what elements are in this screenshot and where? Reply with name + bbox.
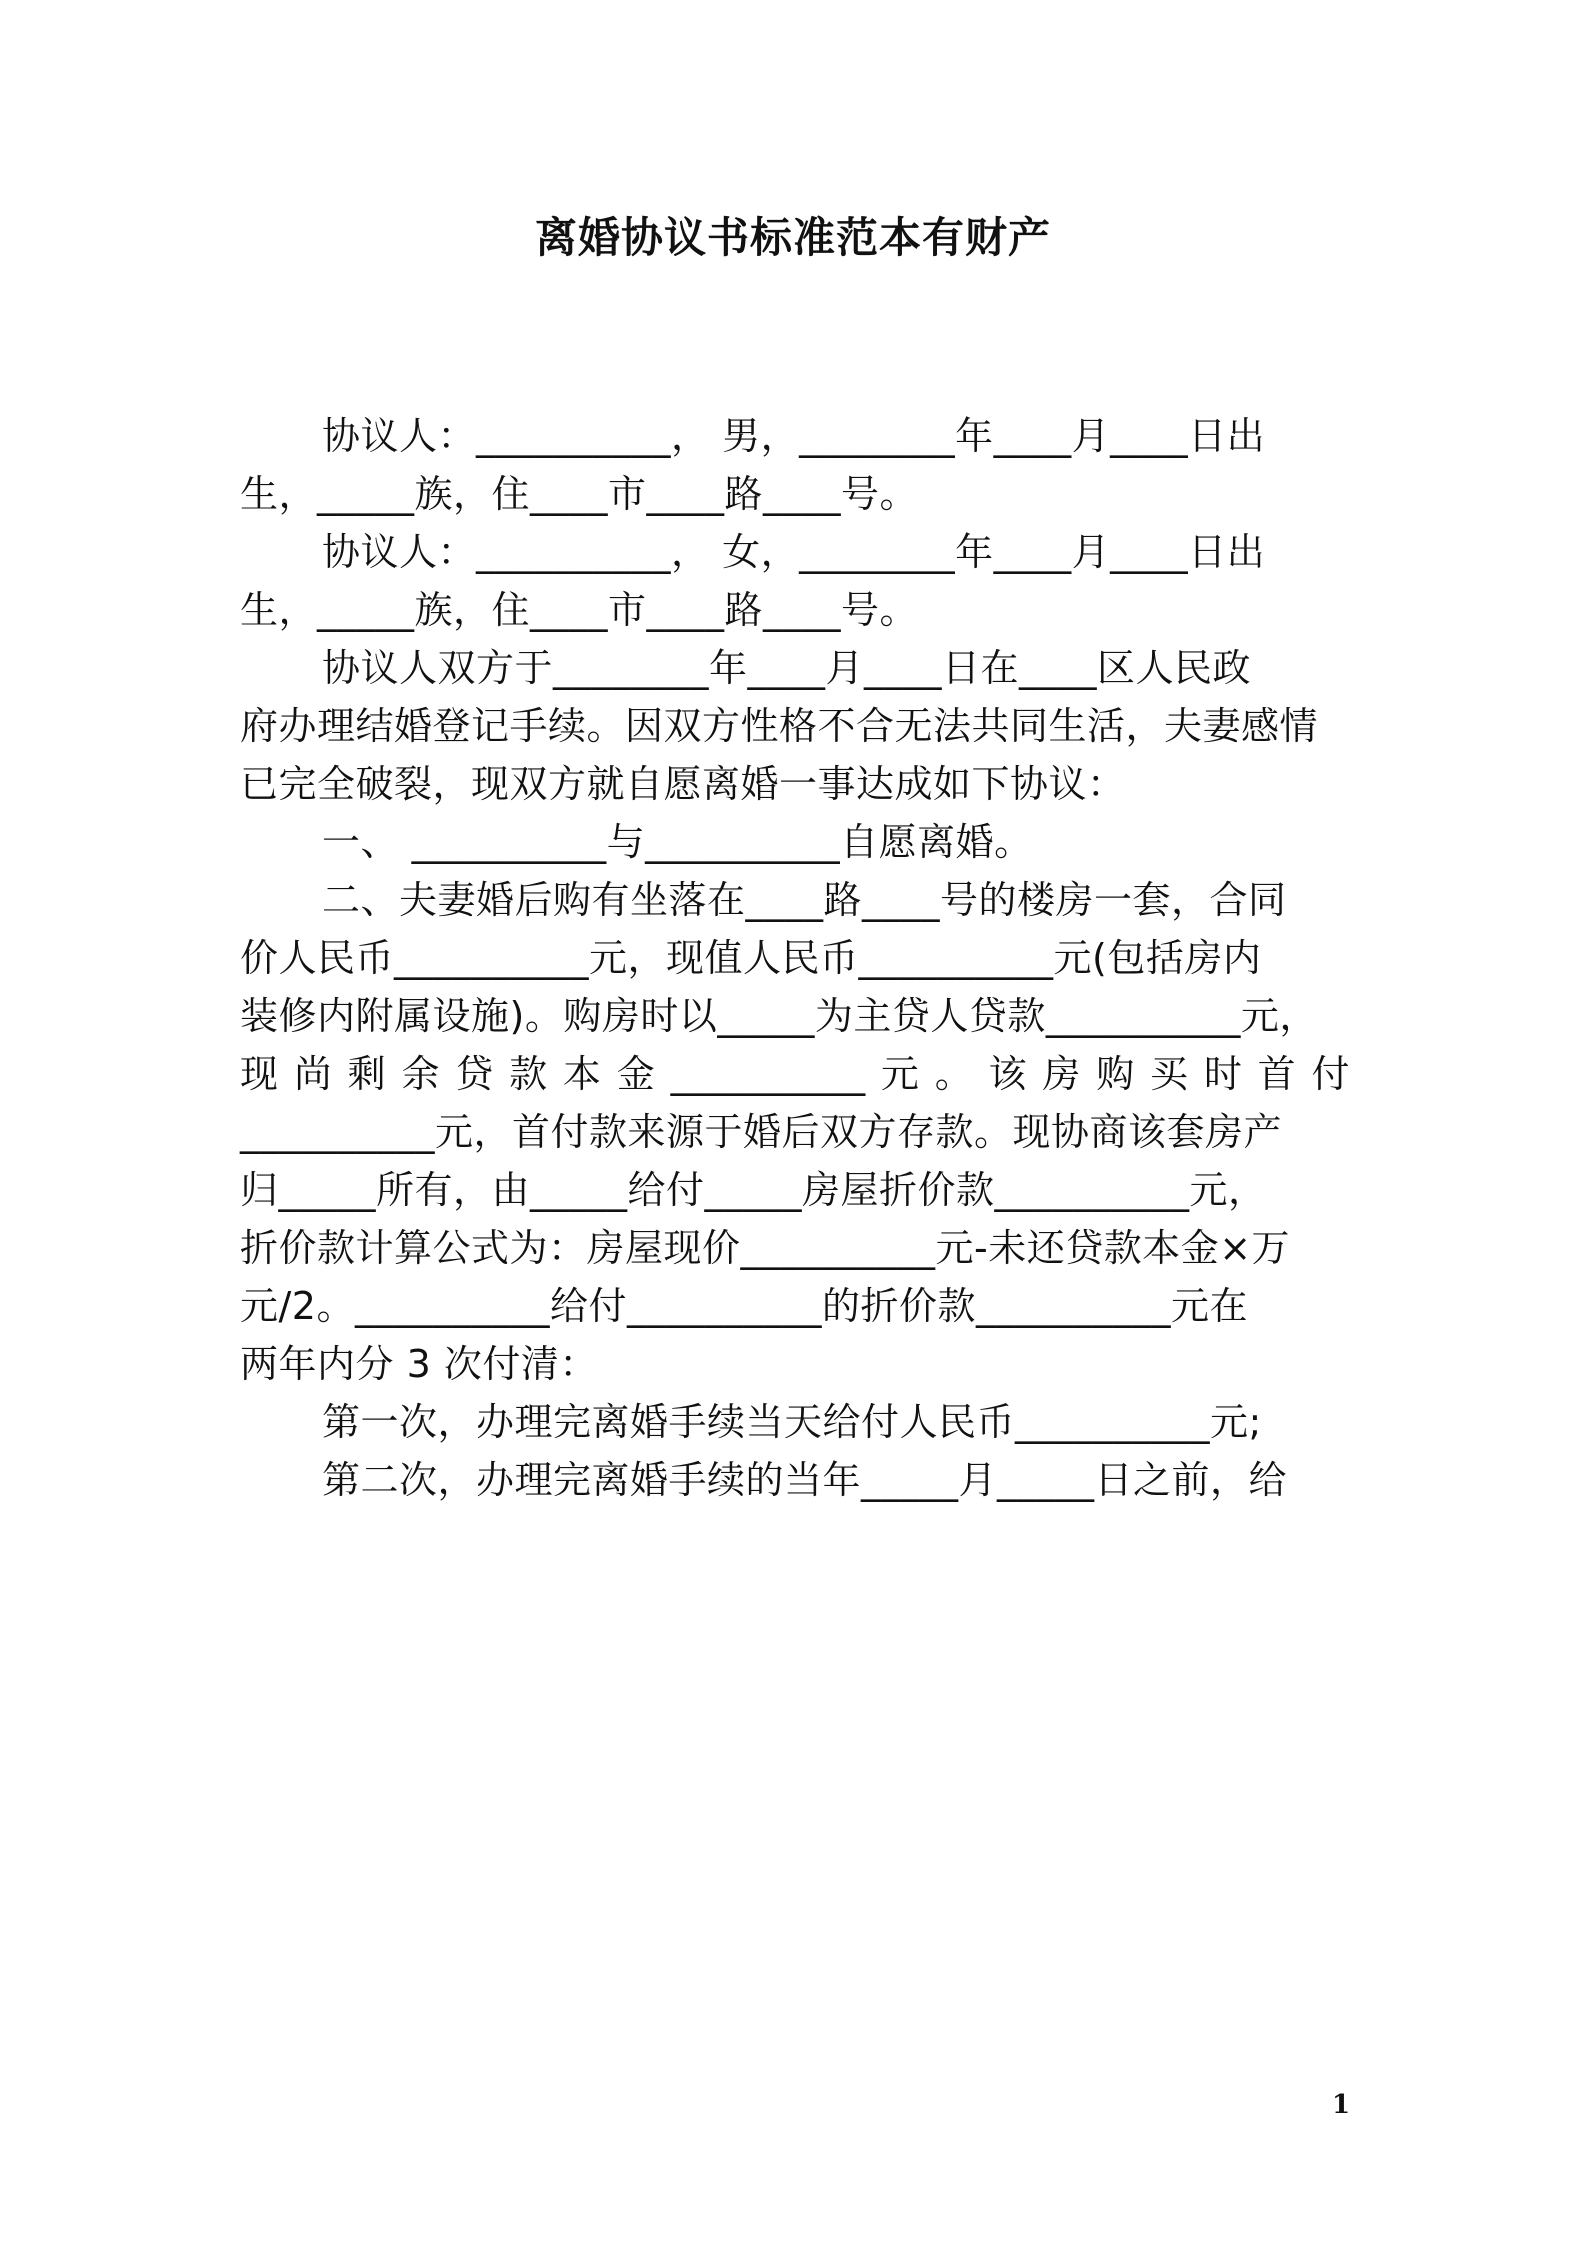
text-line-clause-2-price: 价人民币__________元，现值人民币__________元(包括房内 — [240, 936, 1262, 980]
text-line-clause-2-start: 二、夫妻婚后购有坐落在____路____号的楼房一套，合同 — [322, 878, 1287, 922]
text-line-clause-2-downpayment: __________元，首付款来源于婚后双方存款。现协商该套房产 — [240, 1110, 1283, 1154]
text-line-party-2: 协议人：__________， 女，________年____月____日出 — [322, 530, 1266, 574]
text-line-party-2-cont: 生，_____族，住____市____路____号。 — [240, 588, 919, 632]
text-line-clause-2-payment: 元/2。__________给付__________的折价款__________元在 — [240, 1284, 1248, 1328]
text-line-clause-2-ownership: 归_____所有，由_____给付_____房屋折价款__________元， — [240, 1168, 1267, 1212]
text-line-agreement-intro: 已完全破裂，现双方就自愿离婚一事达成如下协议： — [240, 762, 1126, 806]
document-title: 离婚协议书标准范本有财产 — [534, 213, 1051, 262]
text-line-installment-1: 第一次，办理完离婚手续当天给付人民币__________元; — [322, 1400, 1262, 1444]
text-line-clause-1: 一、 __________与__________自愿离婚。 — [322, 820, 1033, 864]
text-line-party-1: 协议人：__________， 男，________年____月____日出 — [322, 414, 1266, 458]
text-line-clause-2-loan: 装修内附属设施)。购房时以_____为主贷人贷款__________元， — [240, 994, 1318, 1038]
text-line-installment-2: 第二次，办理完离婚手续的当年_____月_____日之前，给 — [322, 1458, 1288, 1502]
text-line-clause-2-formula: 折价款计算公式为：房屋现价__________元-未还贷款本金×万 — [240, 1226, 1291, 1270]
text-line-marriage-registration: 协议人双方于________年____月____日在____区人民政 — [322, 646, 1252, 690]
page-number: 1 — [1332, 2090, 1351, 2120]
text-line-party-1-cont: 生，_____族，住____市____路____号。 — [240, 472, 919, 516]
text-line-clause-2-remaining: 现尚剩余贷款本金__________元。该房购买时首付 — [240, 1052, 1350, 1096]
text-line-marriage-reason: 府办理结婚登记手续。因双方性格不合无法共同生活，夫妻感情 — [240, 704, 1319, 748]
text-line-clause-2-installments: 两年内分 3 次付清： — [240, 1342, 598, 1386]
